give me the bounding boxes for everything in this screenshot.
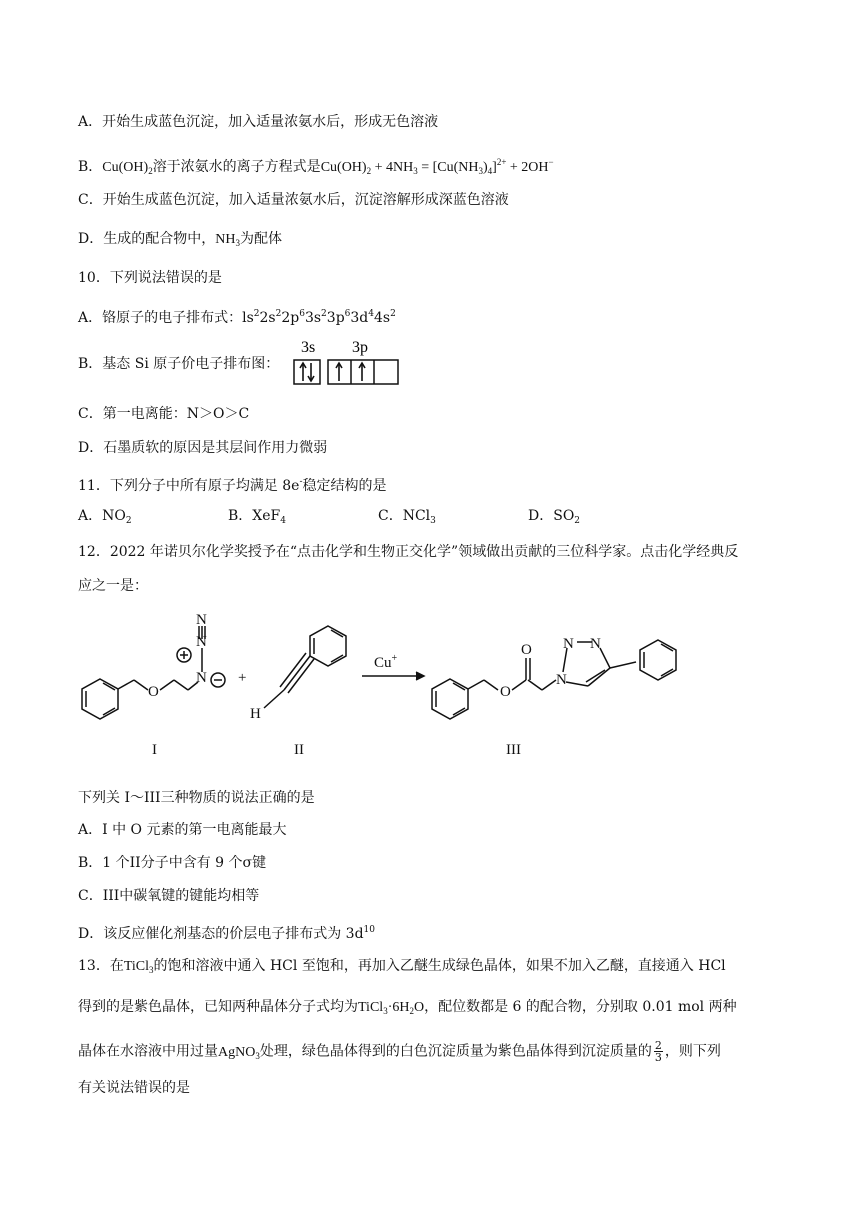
- catalyst-label: Cu+: [374, 653, 398, 671]
- compound-i-oxygen: O: [148, 684, 159, 700]
- q13-line1-a: 13．在: [78, 958, 124, 974]
- q9-option-b-equation: $Cu(OH)_2 + 4NH_3 = [Cu(NH_3)_4]^{2+} + 2OH^-$: [320, 157, 554, 176]
- q12-option-d: [78, 920, 375, 944]
- q11-stem-prefix: 11．下列分子中所有原子均满足 8e: [78, 478, 300, 494]
- q13-line2: [78, 997, 737, 1021]
- q13-formula: $TiCl_3\cdot 6H_2O$: [358, 1000, 425, 1016]
- q13-line4: 有关说法错误的是: [78, 1080, 190, 1096]
- q11-stem-suffix: 稳定结构的是: [302, 478, 387, 494]
- label-compound-i: I: [152, 742, 157, 758]
- q11-stem-sup: -: [299, 477, 303, 487]
- q9-option-d-formula: $NH_3$: [215, 232, 240, 248]
- q13-line2-a: 得到的是紫色晶体，已知两种晶体分子式均为: [78, 999, 358, 1015]
- label-compound-iii: III: [506, 742, 521, 758]
- compound-i-nitrogen-2: N: [196, 634, 207, 650]
- q13-agno3: AgNO$_3$: [218, 1044, 260, 1061]
- compound-i-nitrogen: N: [196, 670, 207, 686]
- q10-option-c: C．第一电离能：N＞O＞C: [78, 406, 250, 422]
- q11-option-a: A．$NO_2$: [78, 508, 132, 526]
- q13-line2-b: ，配位数都是 6 的配合物，分别取 0.01 mol 两种: [424, 999, 737, 1015]
- compound-iii-n1: N: [556, 672, 567, 688]
- q13-fraction: $\frac{2}{3}$: [654, 1039, 662, 1064]
- q12-stem-line2: 应之一是：: [78, 578, 148, 594]
- q13-line1: [78, 956, 726, 980]
- q9-option-a: A．开始生成蓝色沉淀，加入适量浓氨水后，形成无色溶液: [78, 114, 439, 130]
- q12-option-a: A．I 中 O 元素的第一电离能最大: [78, 822, 287, 838]
- q9-option-d: [78, 229, 282, 253]
- q12-stem-line1: 12．2022 年诺贝尔化学奖授予在“点击化学和生物正交化学”领域做出贡献的三位科学家。点击化学经典反: [78, 544, 739, 560]
- compound-iii-ester-oxygen: O: [500, 684, 511, 700]
- label-compound-ii: II: [294, 742, 304, 758]
- q9-option-d-prefix: D．生成的配合物中，: [78, 231, 216, 247]
- compound-iii-n2: N: [563, 636, 574, 652]
- q11-stem: [78, 472, 387, 496]
- q9-option-b-formula: $Cu(OH)_2$: [102, 160, 153, 176]
- q9-option-b-text: 溶于浓氨水的离子方程式是: [152, 159, 321, 175]
- q10-option-d: D．石墨质软的原因是其层间作用力微弱: [78, 440, 328, 456]
- q9-option-d-suffix: 为配体: [239, 231, 282, 247]
- q9-option-b: [78, 152, 554, 181]
- compound-iii-n3: N: [590, 636, 601, 652]
- orbital-3s-box: [294, 360, 320, 384]
- q13-ticl3: TiCl$_3$: [123, 959, 154, 975]
- compound-ii-structure: [264, 626, 346, 708]
- click-reaction-scheme: [70, 612, 790, 772]
- q10-option-b: B．基态 Si 原子价电子排布图：: [78, 356, 280, 372]
- q13-line3: [78, 1040, 721, 1066]
- orbital-3p-label: 3p: [352, 339, 368, 356]
- plus-sign: +: [238, 670, 247, 686]
- orbital-3s-label: 3s: [301, 339, 316, 356]
- electron-arrows: [300, 363, 365, 381]
- q11-option-b: B．XeF$_4$: [228, 508, 286, 526]
- q10-option-a: A．铬原子的电子排布式：$ls^22s^22p^63s^23p^63d^44s^2$: [78, 309, 396, 326]
- q9-option-b-prefix: B．: [78, 159, 103, 175]
- q12-option-b: B．1 个II分子中含有 9 个σ键: [78, 855, 267, 871]
- q12-option-c: C．III中碳氧键的键能均相等: [78, 888, 260, 904]
- compound-i-nitrogen-3: N: [196, 612, 207, 628]
- q12-question: 下列关 I～III三种物质的说法正确的是: [78, 790, 315, 806]
- q10-option-a-prefix: A．铬原子的电子排布式：ls: [78, 310, 254, 326]
- compound-iii-structure: [432, 640, 676, 719]
- q12-option-d-text: D．该反应催化剂基态的价层电子排布式为 3d: [78, 926, 364, 942]
- q13-line3-a: 晶体在水溶液中用过量: [78, 1043, 218, 1060]
- q13-line3-c: ，则下列: [664, 1043, 721, 1060]
- q13-line3-b: 处理，绿色晶体得到的白色沉淀质量为紫色晶体得到沉淀质量的: [259, 1043, 652, 1060]
- q10-stem: 10．下列说法错误的是: [78, 270, 222, 286]
- si-orbital-diagram: [292, 334, 412, 388]
- q11-option-d: D．$SO_2$: [528, 508, 581, 526]
- q13-line1-b: 的饱和溶液中通入 HCl 至饱和，再加入乙醚生成绿色晶体，如果不加入乙醚，直接通入 HCl: [153, 958, 726, 974]
- q11-option-c: C．NCl$_3$: [378, 508, 436, 526]
- compound-iii-carbonyl-oxygen: O: [521, 642, 532, 658]
- q9-option-c: C．开始生成蓝色沉淀，加入适量浓氨水后，沉淀溶解形成深蓝色溶液: [78, 192, 509, 208]
- compound-ii-hydrogen: H: [250, 706, 261, 722]
- q12-option-d-sup: 10: [363, 925, 375, 935]
